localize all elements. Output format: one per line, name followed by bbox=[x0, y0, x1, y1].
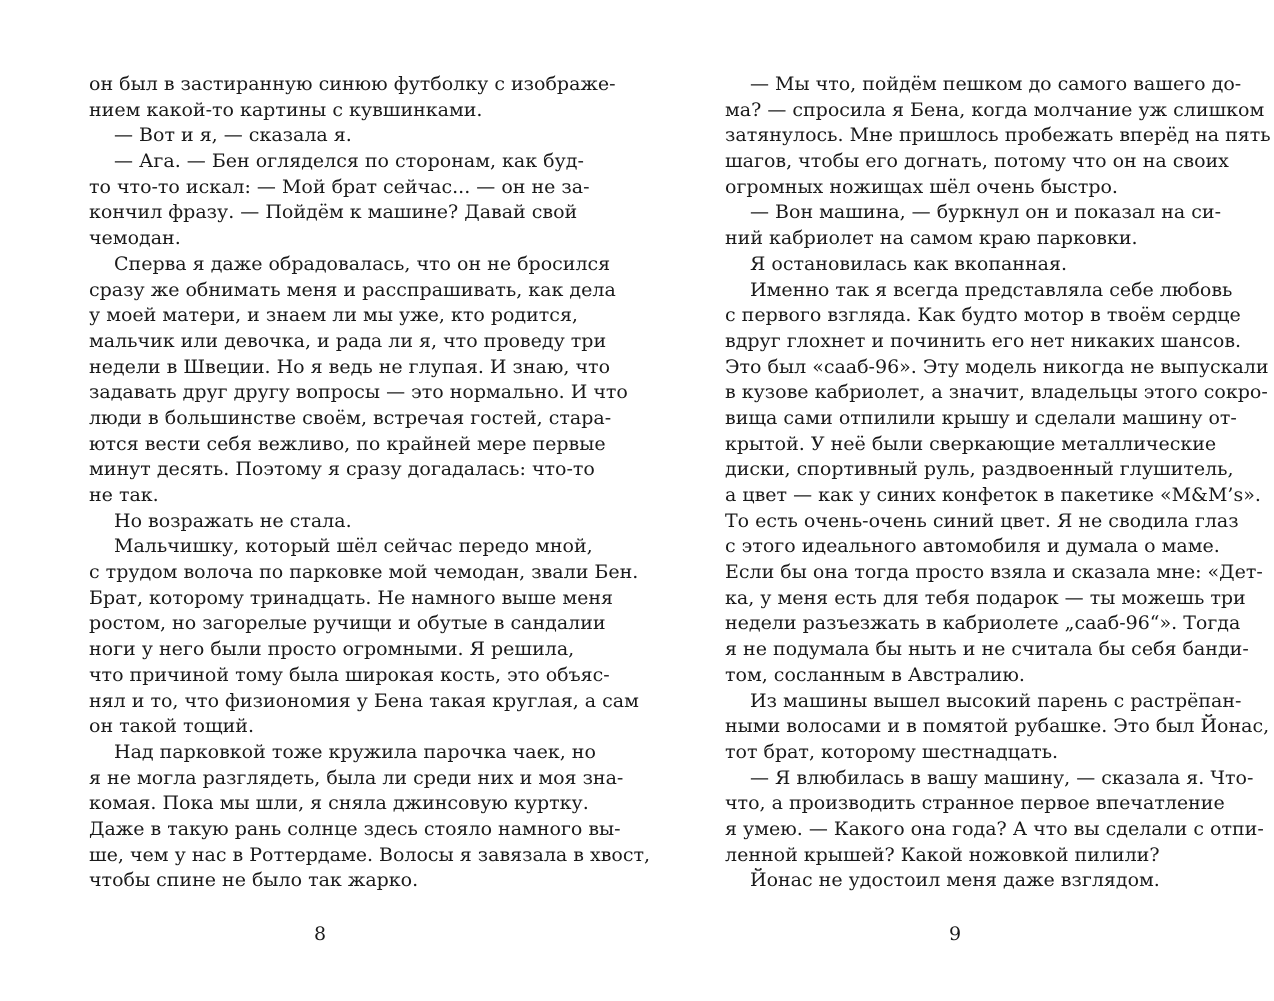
text-line: — Вот и я, — сказала я. bbox=[114, 124, 352, 147]
text-line: Даже в такую рань солнце здесь стояло намного вы- bbox=[89, 817, 621, 840]
text-line: ются вести себя вежливо, по крайней мере первые bbox=[89, 432, 606, 455]
text-line: что, а производить странное первое впечатление bbox=[725, 792, 1225, 815]
text-line: недели разъезжать в кабриолете „сааб-96“». Тогда bbox=[725, 612, 1241, 635]
right-page-text bbox=[725, 72, 1271, 894]
text-line: ноги у него были просто огромными. Я решила, bbox=[89, 638, 575, 661]
page-number-right: 9 bbox=[948, 923, 962, 945]
text-line: задавать друг другу вопросы — это нормально. И что bbox=[89, 381, 628, 404]
text-line: чтобы спине не было так жарко. bbox=[89, 869, 419, 892]
text-line: я не подумала бы ныть и не считала бы себя банди- bbox=[725, 638, 1249, 661]
page-number-left: 8 bbox=[313, 923, 327, 945]
text-line: он такой тощий. bbox=[89, 715, 254, 738]
text-line: он был в застиранную синюю футболку с изображе- bbox=[89, 73, 616, 95]
text-line: крытой. У неё были сверкающие металлические bbox=[725, 432, 1217, 455]
text-line: Мальчишку, который шёл сейчас передо мной, bbox=[114, 535, 593, 558]
right-page bbox=[637, 0, 1274, 1001]
text-line: я не могла разглядеть, была ли среди них и моя зна- bbox=[89, 766, 624, 789]
text-line: шагов, чтобы его догнать, потому что он на своих bbox=[725, 150, 1229, 173]
text-line: — Мы что, пойдём пешком до самого вашего до- bbox=[750, 73, 1242, 95]
text-line: огромных ножищах шёл очень быстро. bbox=[725, 175, 1118, 198]
text-line: ными волосами и в помятой рубашке. Это был Йонас, bbox=[725, 715, 1270, 738]
text-line: а цвет — как у синих конфеток в пакетике «M&M’s». bbox=[725, 484, 1261, 506]
text-line: чемодан. bbox=[89, 227, 181, 250]
text-line: сразу же обнимать меня и расспрашивать, как дела bbox=[89, 278, 616, 301]
text-line: что причиной тому была широкая кость, это объяс- bbox=[89, 663, 610, 686]
text-line: — Ага. — Бен огляделся по сторонам, как буд- bbox=[114, 150, 584, 173]
text-line: ленной крышей? Какой ножовкой пилили? bbox=[725, 843, 1160, 866]
text-line: ний кабриолет на самом краю парковки. bbox=[725, 227, 1138, 250]
text-line: нял и то, что физиономия у Бена такая круглая, а сам bbox=[89, 689, 639, 712]
text-line: у моей матери, и знаем ли мы уже, кто родится, bbox=[89, 304, 578, 327]
text-line: с этого идеального автомобиля и думала о маме. bbox=[725, 535, 1220, 558]
text-line: я умею. — Какого она года? А что вы сделали с отпи- bbox=[725, 817, 1264, 840]
text-line: ка, у меня есть для тебя подарок — ты можешь три bbox=[725, 586, 1246, 609]
text-line: Над парковкой тоже кружила парочка чаек, но bbox=[114, 740, 596, 763]
text-line: Брат, которому тринадцать. Не намного выше меня bbox=[89, 586, 614, 609]
left-page-text bbox=[89, 72, 651, 894]
text-line: тот брат, которому шестнадцать. bbox=[725, 740, 1059, 763]
text-line: недели в Швеции. Но я ведь не глупая. И знаю, что bbox=[89, 355, 611, 378]
text-line: ростом, но загорелые ручищи и обутые в сандалии bbox=[89, 612, 606, 635]
text-line: вища сами отпилили крышу и сделали машину от- bbox=[725, 406, 1237, 429]
text-line: с первого взгляда. Как будто мотор в твоём сердце bbox=[725, 304, 1241, 327]
text-line: то что-то искал: — Мой брат сейчас... — он не за- bbox=[89, 175, 590, 198]
text-line: ма? — спросила я Бена, когда молчание уж слишком bbox=[725, 98, 1265, 121]
text-line: Сперва я даже обрадовалась, что он не бросился bbox=[114, 252, 611, 275]
text-line: — Вон машина, — буркнул он и показал на си- bbox=[750, 201, 1222, 224]
text-line: мальчик или девочка, и рада ли я, что проведу три bbox=[89, 329, 607, 352]
text-line: Это был «сааб-96». Эту модель никогда не выпускали bbox=[725, 355, 1269, 378]
text-line: вдруг глохнет и починить его нет никаких шансов. bbox=[725, 329, 1242, 352]
text-line: не так. bbox=[89, 484, 159, 506]
text-line: Именно так я всегда представляла себе любовь bbox=[750, 278, 1233, 301]
text-line: ше, чем у нас в Роттердаме. Волосы я завязала в хвост, bbox=[89, 843, 651, 866]
text-line: комая. Пока мы шли, я сняла джинсовую куртку. bbox=[89, 792, 589, 815]
text-line: том, сосланным в Австралию. bbox=[725, 663, 1025, 686]
text-line: — Я влюбилась в вашу машину, — сказала я. Что- bbox=[750, 766, 1254, 789]
text-line: люди в большинстве своём, встречая гостей, стара- bbox=[89, 406, 612, 429]
text-line: в кузове кабриолет, а значит, владельцы этого сокро- bbox=[725, 381, 1268, 404]
text-line: с трудом волоча по парковке мой чемодан, звали Бен. bbox=[89, 561, 639, 584]
text-line: То есть очень-очень синий цвет. Я не сводила глаз bbox=[725, 509, 1239, 532]
text-line: кончил фразу. — Пойдём к машине? Давай свой bbox=[89, 201, 578, 224]
text-line: Если бы она тогда просто взяла и сказала мне: «Дет- bbox=[725, 561, 1263, 584]
text-line: Йонас не удостоил меня даже взглядом. bbox=[750, 869, 1160, 892]
text-line: нием какой-то картины с кувшинками. bbox=[89, 98, 483, 121]
text-line: Но возражать не стала. bbox=[114, 509, 352, 532]
text-line: минут десять. Поэтому я сразу догадалась: что-то bbox=[89, 458, 595, 481]
text-line: Я остановилась как вкопанная. bbox=[750, 252, 1067, 275]
text-line: диски, спортивный руль, раздвоенный глушитель, bbox=[725, 458, 1234, 481]
text-line: затянулось. Мне пришлось пробежать вперёд на пять bbox=[725, 124, 1271, 147]
text-line: Из машины вышел высокий парень с растрёпан- bbox=[750, 689, 1242, 712]
